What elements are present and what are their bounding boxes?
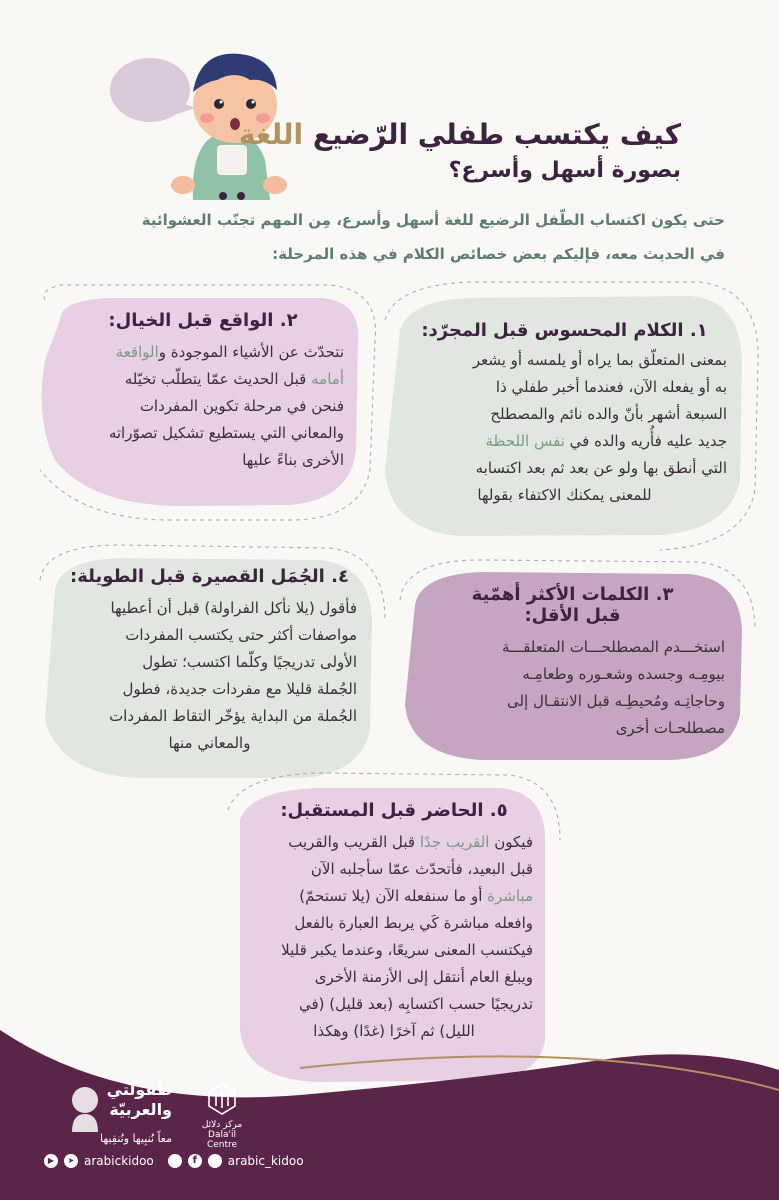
card-1-highlight: نفس اللحظة — [485, 432, 565, 450]
card-3-title — [420, 584, 725, 626]
social-row — [44, 1153, 304, 1169]
card-4-title: ٤. الجُمَل القصيرة قبل الطويلة: — [70, 566, 349, 587]
child-head-icon — [66, 1084, 104, 1134]
card-3-line-1: استخـــدم المصطلحـــات المتعلقـــة — [501, 638, 725, 656]
card-5-line-5: فيكتسب المعنى سريعًا، وعندما يكبر قليلا — [281, 941, 533, 959]
social-handle-2[interactable]: arabic_kidoo — [227, 1154, 304, 1168]
instagram-icon[interactable] — [168, 1154, 182, 1168]
logo-left-line2: والعربيّة — [109, 1100, 172, 1119]
card-5-line-7: تدريجيًا حسب اكتسابِه (بعد قليل) (في — [298, 995, 533, 1013]
dalail-emblem-icon — [207, 1082, 237, 1116]
card-1-line-4: جديد عليه فأُريه والده في — [569, 432, 727, 450]
logo-left-tagline: معاً نُنبِيها ونُنقِيها — [100, 1132, 172, 1145]
intro-line-1: حتى يكون اكتساب الطّفل الرضيع للغة أسهل وأسرع، مِن المهم تجنّب العشوائية — [141, 211, 725, 229]
card-4-line-6: والمعاني منها — [168, 734, 251, 752]
logo-right-line1: مركز دلائل — [201, 1120, 243, 1130]
card-1 — [402, 320, 727, 509]
card-3-title-line-1: ٣. الكلمات الأكثر أهمّية — [471, 584, 674, 605]
card-3-line-3: وحاجاتِـه ومُحيطِـه قبل الانتقـال إلى — [506, 692, 725, 710]
card-4 — [62, 566, 357, 757]
twitter-icon[interactable] — [208, 1154, 222, 1168]
logo-right-line2: Dala'il Centre — [206, 1130, 238, 1150]
card-3-title-line-2: قبل الأقل: — [524, 605, 621, 626]
logo-left-line1: طفولتي — [106, 1080, 172, 1099]
card-3-line-2: بيومِـه وجسده وشعـوره وطعامِـه — [522, 665, 725, 683]
card-2-text-5: الأخرى بناءً عليها — [242, 451, 344, 469]
card-5-line-6: ويبلغ العام أنتقل إلى الأزمنة الأخرى — [314, 968, 533, 986]
card-3-line-4: مصطلحـات أخرى — [615, 719, 725, 737]
card-5-line-4: وافعله مباشرة كَي يربط العبارة بالفعل — [294, 914, 533, 932]
card-1-line-6: للمعنى يمكنك الاكتفاء بقولها — [477, 486, 652, 504]
card-1-line-2: به أو يفعله الآن، فعندما أخبر طفلي ذا — [495, 378, 727, 396]
card-1-line-1: بمعنى المتعلّق بما يراه أو يلمسه أو يشعر — [472, 351, 727, 369]
card-5-highlight-1: القريب جدًا — [419, 833, 490, 851]
page-subtitle: بصورة أسهل وأسرع؟ — [448, 158, 681, 183]
intro-line-2: في الحديث معه، فإليكم بعض خصائص الكلام في هذه المرحلة: — [272, 245, 725, 263]
social-handle-1[interactable]: arabickidoo — [84, 1154, 154, 1168]
card-1-line-5: التي أنطق بها ولو عن بعد ثم بعد اكتسابه — [475, 459, 727, 477]
card-5-line-1b: قبل القريب والقريب — [288, 833, 416, 851]
card-2-highlight-2: أمامه — [311, 370, 344, 388]
title-accent-word: اللغة — [238, 118, 304, 151]
card-3 — [420, 584, 725, 742]
youtube-icon[interactable]: ▶ — [44, 1154, 58, 1168]
card-5-line-2: قبل البعيد، فأتحدّث عمّا سأجلبه الآن — [310, 860, 533, 878]
card-5-line-8: الليل) ثم آخرًا (غدًا) وهكذا — [313, 1022, 475, 1040]
logo-tufulati — [62, 1080, 172, 1150]
card-2-text-1: نتحدّث عن الأشياء الموجودة و — [158, 343, 344, 361]
card-5-highlight-2: مباشرة — [487, 887, 533, 905]
card-1-title: ١. الكلام المحسوس قبل المجرّد: — [421, 320, 708, 341]
card-4-line-3: الأولى تدريجيًا وكلّما اكتسب؛ تطول — [142, 653, 357, 671]
card-5-line-1a: فيكون — [494, 833, 533, 851]
title-prefix: كيف يكتسب طفلي الرّضيع — [312, 118, 681, 151]
card-2-title: ٢. الواقع قبل الخيال: — [108, 310, 298, 331]
logo-dalail — [192, 1082, 252, 1150]
card-2-text-4: والمعاني التي يستطيع تشكيل تصوّراته — [108, 424, 344, 442]
card-2 — [62, 310, 344, 474]
card-5-line-3: أو ما سنفعله الآن (يلا تستحمّ) — [299, 887, 483, 905]
card-1-line-3: السبعة أشهر بأنّ والده نائم والمصطلح — [490, 405, 727, 423]
card-2-text-3: فنحن في مرحلة تكوين المفردات — [139, 397, 344, 415]
card-4-line-4: الجُملة قليلا مع مفردات جديدة، فطول — [122, 680, 357, 698]
card-4-line-1: فأقول (يلا نأكل الفراولة) قبل أن أعطيها — [110, 599, 357, 617]
card-5-title: ٥. الحاضر قبل المستقبل: — [280, 800, 508, 821]
card-4-line-2: مواصفات أكثر حتى يكتسب المفردات — [125, 626, 357, 644]
card-4-line-5: الجُملة من البداية يؤخّر التقاط المفردات — [109, 707, 357, 725]
card-2-highlight-1: الواقعة — [115, 343, 159, 361]
facebook-icon[interactable]: f — [188, 1154, 202, 1168]
card-2-text-2: قبل الحديث عمّا يتطلّب تخيّله — [124, 370, 307, 388]
telegram-icon[interactable]: ➤ — [64, 1154, 78, 1168]
